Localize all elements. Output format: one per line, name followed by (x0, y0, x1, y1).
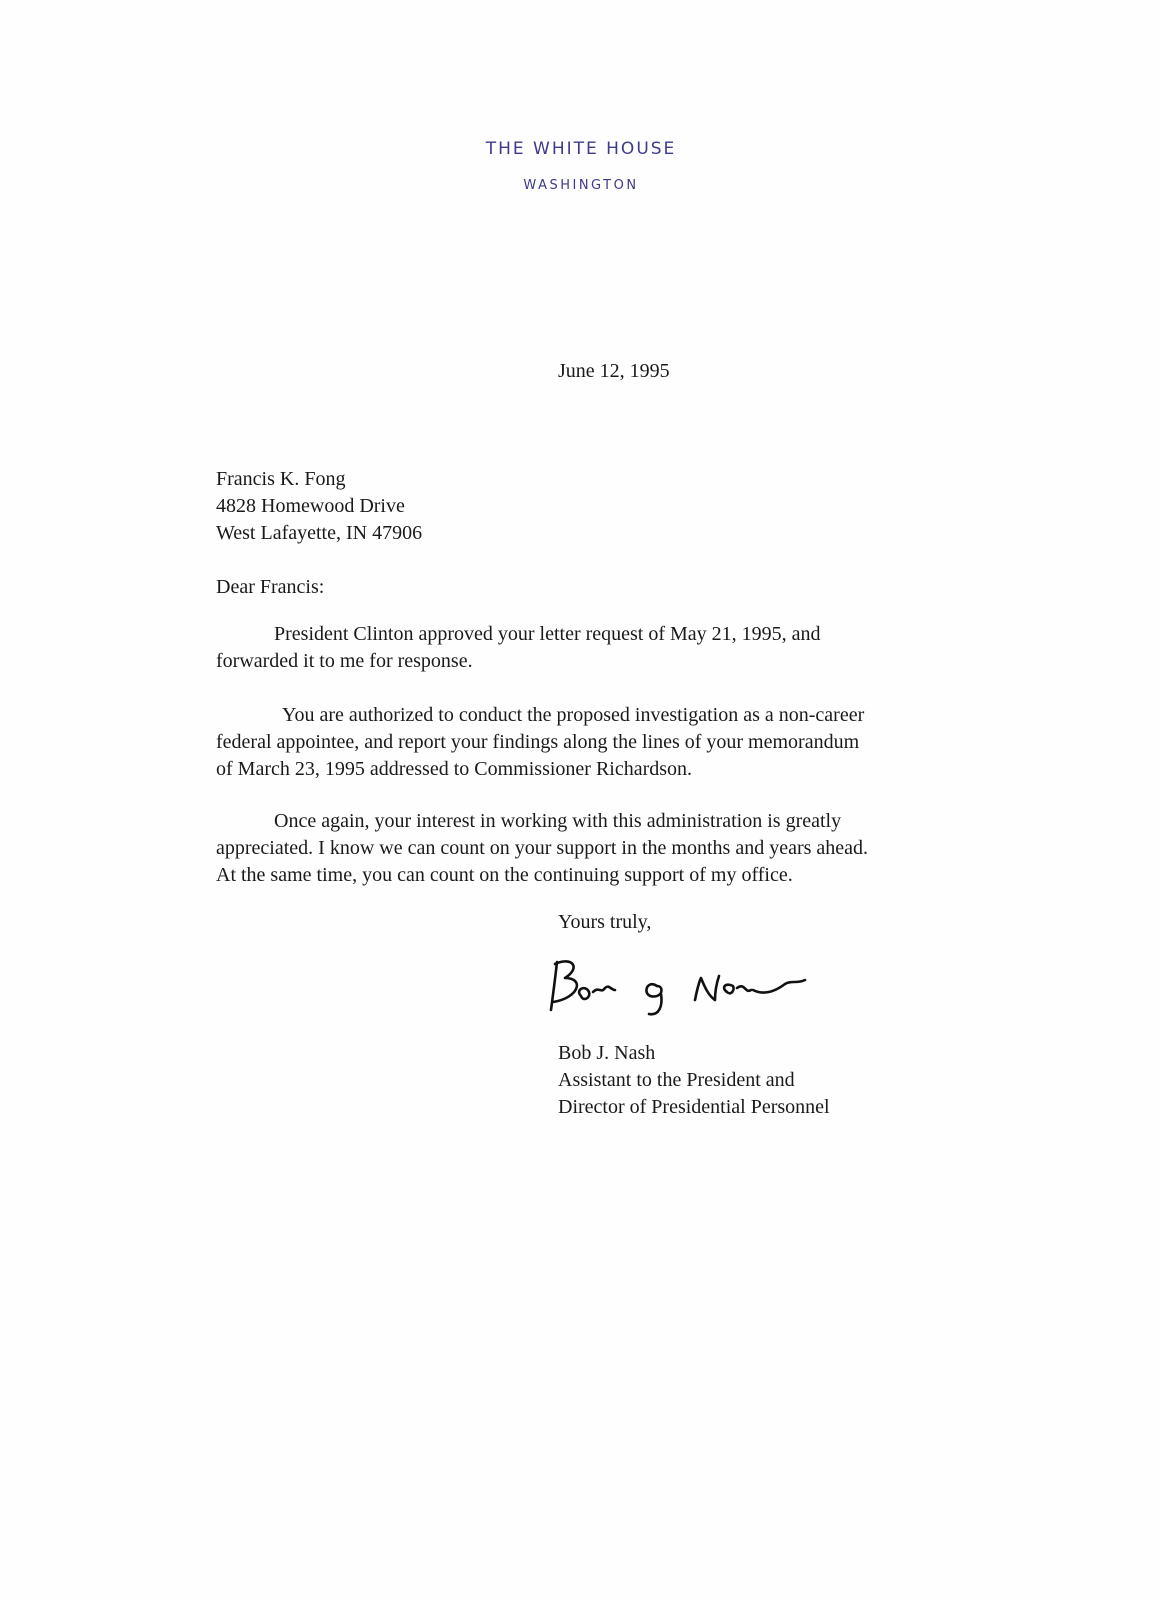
paragraph-line: You are authorized to conduct the proposed investigation as a non-career (282, 704, 865, 726)
paragraph-line: forwarded it to me for response. (216, 650, 473, 672)
recipient-name: Francis K. Fong (216, 468, 346, 490)
paragraph-line: appreciated. I know we can count on your support in the months and years ahead. (216, 837, 869, 859)
closing: Yours truly, (558, 911, 652, 933)
body-paragraph-1 (216, 621, 976, 675)
recipient-street: 4828 Homewood Drive (216, 495, 405, 517)
signer-name: Bob J. Nash (558, 1042, 656, 1064)
recipient-address (216, 466, 422, 547)
body-paragraph-2 (216, 702, 976, 783)
letterhead-location: WASHINGTON (523, 178, 639, 193)
body-paragraph-3 (216, 808, 976, 889)
paragraph-line: of March 23, 1995 addressed to Commissioner Richardson. (216, 758, 693, 780)
paragraph-line: President Clinton approved your letter request of May 21, 1995, and (274, 623, 821, 645)
paragraph-line: At the same time, you can count on the continuing support of my office. (216, 864, 793, 886)
salutation: Dear Francis: (216, 576, 325, 598)
recipient-city: West Lafayette, IN 47906 (216, 522, 423, 544)
signer-title-line-1: Assistant to the President and (558, 1069, 795, 1091)
signer-title-line-2: Director of Presidential Personnel (558, 1096, 830, 1118)
handwritten-signature (545, 950, 815, 1020)
letter-date: June 12, 1995 (558, 360, 670, 382)
paragraph-line: Once again, your interest in working with this administration is greatly (274, 810, 842, 832)
signer-block (558, 1040, 830, 1121)
letterhead-title: THE WHITE HOUSE (485, 139, 677, 159)
paragraph-line: federal appointee, and report your findings along the lines of your memorandum (216, 731, 860, 753)
